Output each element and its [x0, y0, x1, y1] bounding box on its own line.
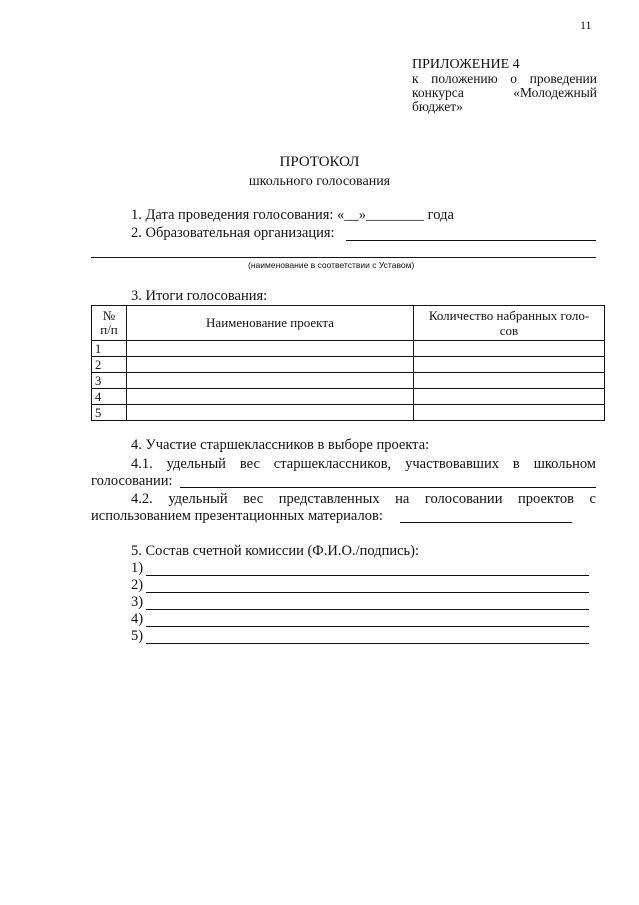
table-row — [92, 341, 605, 357]
row-votes-cell[interactable] — [414, 357, 605, 373]
row-project-name-cell[interactable] — [127, 341, 414, 357]
participation-item-1-input-line[interactable] — [180, 487, 596, 488]
column-header-count-line1: Количество набранных голо- — [428, 308, 590, 323]
appendix-line-2a: конкурса — [412, 85, 464, 100]
commission-heading: 5. Состав счетной комиссии (Ф.И.О./подпись): — [131, 543, 420, 559]
organization-input-line-2[interactable] — [91, 257, 596, 258]
table-row — [92, 405, 605, 421]
commission-member-input-line[interactable] — [146, 643, 589, 644]
row-votes-cell[interactable] — [414, 341, 605, 357]
commission-member-input-line[interactable] — [146, 592, 589, 593]
table-row — [92, 373, 605, 389]
row-votes-cell[interactable] — [414, 405, 605, 421]
row-number: 2 — [92, 357, 127, 373]
results-table — [91, 305, 605, 421]
organization-field-label: 2. Образовательная организация: — [131, 225, 335, 241]
participation-item-2-input-line[interactable] — [400, 522, 572, 523]
participation-item-1-line-1: 4.1. удельный вес старшеклассников, участвовавших в школьном — [131, 456, 596, 472]
row-number: 1 — [92, 341, 127, 357]
appendix-line-3: бюджет» — [412, 99, 463, 114]
column-header-num-line1: № — [102, 308, 116, 323]
commission-member-label: 4) — [131, 611, 144, 627]
column-header-name: Наименование проекта — [127, 306, 414, 341]
results-heading: 3. Итоги голосования: — [131, 288, 268, 304]
column-header-count-line2: сов — [499, 323, 519, 338]
row-project-name-cell[interactable] — [127, 389, 414, 405]
table-row — [92, 389, 605, 405]
commission-member-label: 3) — [131, 594, 144, 610]
commission-member-label: 1) — [131, 560, 144, 576]
date-field-label: 1. Дата проведения голосования: «__»________ года — [131, 207, 454, 223]
row-number: 5 — [92, 405, 127, 421]
commission-member-input-line[interactable] — [146, 626, 589, 627]
commission-member-input-line[interactable] — [146, 575, 589, 576]
row-project-name-cell[interactable] — [127, 405, 414, 421]
row-number: 3 — [92, 373, 127, 389]
participation-heading: 4. Участие старшеклассников в выборе проекта: — [131, 437, 430, 453]
appendix-line-2b: «Молодежный — [513, 85, 597, 100]
participation-item-2-line-1: 4.2. удельный вес представленных на голосовании проектов с — [131, 491, 596, 507]
commission-member-input-line[interactable] — [146, 609, 589, 610]
appendix-title: ПРИЛОЖЕНИЕ 4 — [412, 57, 520, 72]
organization-note: (наименование в соответствии с Уставом) — [248, 260, 415, 270]
document-title: ПРОТОКОЛ — [279, 154, 360, 170]
commission-member-label: 5) — [131, 628, 144, 644]
row-number: 4 — [92, 389, 127, 405]
table-header-row — [92, 306, 605, 341]
commission-member-label: 2) — [131, 577, 144, 593]
document-subtitle: школьного голосования — [248, 174, 391, 189]
column-header-num-line2: п/п — [100, 322, 118, 337]
table-row — [92, 357, 605, 373]
participation-item-2-line-2: использованием презентационных материалов: — [91, 508, 383, 524]
column-header-num — [92, 306, 127, 341]
appendix-block — [412, 58, 597, 114]
participation-item-1-line-2: голосовании: — [91, 473, 173, 489]
column-header-count — [414, 306, 605, 341]
page-number: 11 — [580, 18, 592, 32]
organization-input-line[interactable] — [346, 240, 596, 241]
row-votes-cell[interactable] — [414, 373, 605, 389]
row-votes-cell[interactable] — [414, 389, 605, 405]
appendix-line-1: к положению о проведении — [412, 71, 597, 86]
appendix-line-2 — [412, 86, 597, 100]
row-project-name-cell[interactable] — [127, 373, 414, 389]
row-project-name-cell[interactable] — [127, 357, 414, 373]
